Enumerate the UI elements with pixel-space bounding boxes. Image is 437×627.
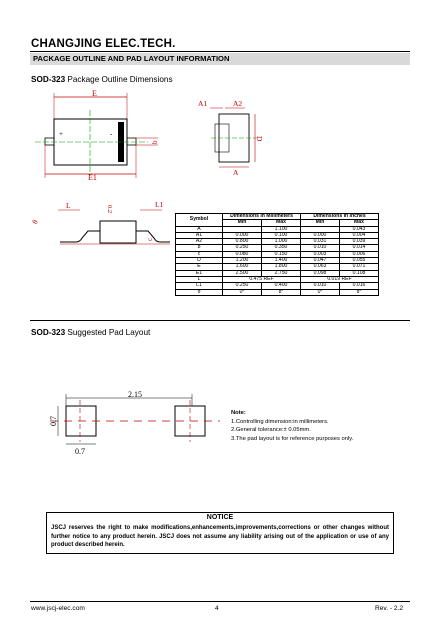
pad-layout-drawing xyxy=(30,386,220,458)
table-row: θ 0° 8° 0° 8° xyxy=(176,289,379,295)
notice-box xyxy=(46,512,394,554)
svg-text:D: D xyxy=(255,136,264,142)
svg-text:b: b xyxy=(151,140,159,144)
dimensions-table: Symbol Dimensions In Millimeters Dimensions In Inches Min Max Min Max A 1.100 0.043 A1 0.000 0.100 0.000 0.004 A2 0.800 1.000 0.031 0.039 b 0.250 0.350 0.010 0.014 c 0.080 0.150 0.003 0.006 D 1.200 1.400 0.047 0.055 E 1.600 1.800 0.063 0.071 E1 2.500 2.750 0.098 0.108 L 0.475 REF 0.019 REF L1 0.250 0.400 0.010 0.016 θ 0° 8° 0° 8° xyxy=(175,213,379,296)
svg-text:A2: A2 xyxy=(233,99,243,108)
notice-text: JSCJ reserves the right to make modifications,enhancements,improvements,corrections or other changes without further notice to any product herein. JSCJ does not assume any liability arising out of the application or use of any product described herein. xyxy=(51,525,389,549)
pad-width-label: 0.7 xyxy=(75,447,85,456)
notes xyxy=(231,409,353,443)
footer-website[interactable]: www.jscj-elec.com xyxy=(31,605,85,612)
table-row: c 0.080 0.150 0.003 0.006 xyxy=(176,251,379,257)
svg-text:-: - xyxy=(110,130,113,138)
table-row: A2 0.800 1.000 0.031 0.039 xyxy=(176,239,379,245)
table-row: E1 2.500 2.750 0.098 0.108 xyxy=(176,270,379,276)
svg-text:A1: A1 xyxy=(198,99,208,108)
table-row: D 1.200 1.400 0.047 0.055 xyxy=(176,258,379,264)
section-header xyxy=(30,53,410,65)
table-row: A 1.100 0.043 xyxy=(176,226,379,232)
section-title: PACKAGE OUTLINE AND PAD LAYOUT INFORMATION xyxy=(33,54,230,63)
svg-text:θ: θ xyxy=(30,217,40,226)
table-row: L1 0.250 0.400 0.010 0.016 xyxy=(176,283,379,289)
table-row: L 0.475 REF 0.019 REF xyxy=(176,276,379,282)
pad-title: SOD-323 Suggested Pad Layout xyxy=(31,328,151,337)
table-row: b 0.250 0.350 0.010 0.014 xyxy=(176,245,379,251)
company-name: CHANGJING ELEC.TECH. xyxy=(31,38,176,50)
pad-height-label: 0.7 xyxy=(49,416,58,426)
revision: Rev. - 2.2 xyxy=(375,605,404,612)
outline-title: SOD-323 Package Outline Dimensions xyxy=(31,75,173,84)
page-number: 4 xyxy=(215,605,219,612)
notice-title: NOTICE xyxy=(206,514,234,521)
note-item: 3.The pad layout is for reference purposes only. xyxy=(231,435,354,442)
table-header-in: Dimensions In Inches xyxy=(301,214,379,220)
table-row: E 1.600 1.800 0.063 0.071 xyxy=(176,264,379,270)
header-rule xyxy=(30,51,410,52)
section-divider xyxy=(30,320,410,321)
svg-text:L1: L1 xyxy=(155,200,164,209)
label-E: E xyxy=(92,89,97,98)
svg-text:L: L xyxy=(66,201,71,210)
note-item: 1.Controlling dimension:in millimeters. xyxy=(231,418,329,425)
svg-text:+: + xyxy=(59,130,63,138)
lead-form-drawing xyxy=(30,197,175,252)
svg-text:c: c xyxy=(146,237,154,241)
table-row: A1 0.000 0.100 0.000 0.004 xyxy=(176,232,379,238)
pad-span-label: 2.15 xyxy=(128,390,142,399)
table-header-mm: Dimensions In Millimeters xyxy=(223,214,301,220)
footer-rule xyxy=(30,601,410,602)
note-item: 2.General tolerance:± 0.05mm. xyxy=(231,427,311,433)
label-E1: E1 xyxy=(88,173,97,181)
side-view-drawing xyxy=(195,98,270,178)
table-header-symbol: Symbol xyxy=(176,214,223,227)
svg-text:A: A xyxy=(233,168,239,177)
svg-text:0.2: 0.2 xyxy=(106,205,113,214)
notes-title: Note: xyxy=(231,410,246,416)
top-view-drawing xyxy=(30,86,170,181)
